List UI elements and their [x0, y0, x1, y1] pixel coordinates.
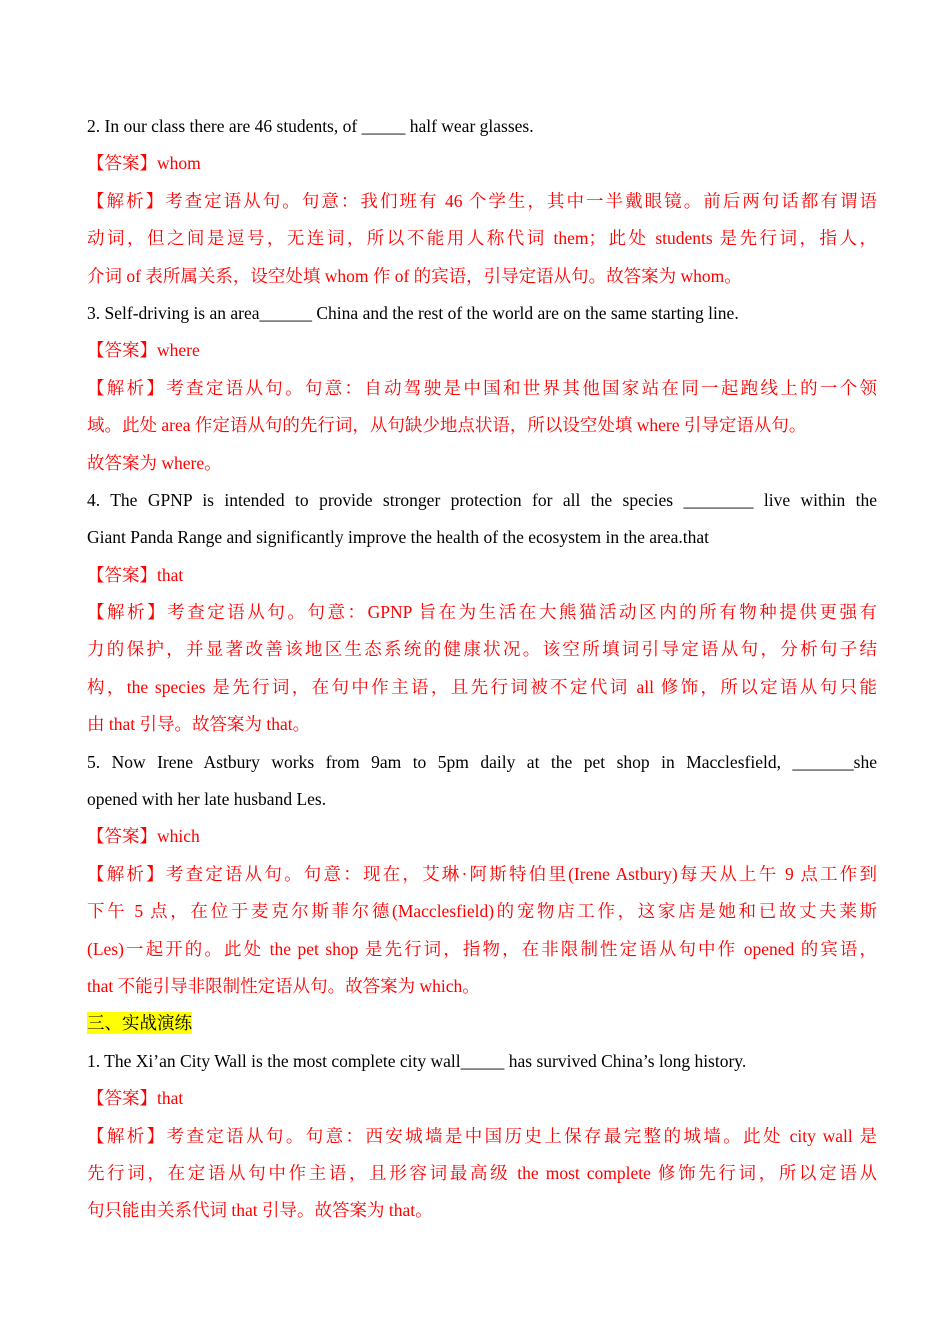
explanation-line: 力的保护，并显著改善该地区生态系统的健康状况。该空所填词引导定语从句，分析句子结: [87, 639, 877, 660]
explanation-line: 【解析】考查定语从句。句意：西安城墙是中国历史上保存最完整的城墙。此处 city wall 是: [87, 1125, 877, 1146]
explanation-line: 下午 5 点，在位于麦克尔斯菲尔德(Macclesfield)的宠物店工作，这家店是她和已故丈夫莱斯: [87, 901, 877, 922]
section-heading-text: 三、实战演练: [87, 1013, 192, 1034]
explanation-line: 域。此处 area 作定语从句的先行词，从句缺少地点状语，所以设空处填 where 引导定语从句。: [87, 415, 807, 436]
explanation-line: 先行词，在定语从句中作主语，且形容词最高级 the most complete 修饰先行词，所以定语从: [87, 1162, 877, 1183]
question-text: 4. The GPNP is intended to provide stronger protection for all the species ________ live within the: [87, 489, 877, 510]
question-block-4: [87, 482, 877, 744]
explanation-line: 构，the species 是先行词，在句中作主语，且先行词被不定代词 all 修饰，所以定语从句只能: [87, 676, 877, 697]
question-text: 2. In our class there are 46 students, of _____ half wear glasses.: [87, 116, 534, 136]
explanation-line: 故答案为 where。: [87, 452, 222, 473]
question-text: 3. Self-driving is an area______ China and the rest of the world are on the same starting line.: [87, 302, 739, 323]
explanation-line: 句只能由关系代词 that 引导。故答案为 that。: [87, 1200, 433, 1221]
answer-line: 【答案】where: [87, 340, 200, 361]
explanation-line: (Les)一起开的。此处 the pet shop 是先行词，指物，在非限制性定语从句中作 opened 的宾语，: [87, 938, 877, 959]
question-block-2: [87, 108, 877, 295]
explanation-line: 动词，但之间是逗号，无连词，所以不能用人称代词 them；此处 students 是先行词，指人，: [87, 228, 877, 249]
answer-line: 【答案】that: [87, 1088, 184, 1109]
question-block-5: [87, 744, 877, 1006]
explanation-line: 【解析】考查定语从句。句意：GPNP 旨在为生活在大熊猫活动区内的所有物种提供更强有: [87, 602, 877, 623]
question-text: 1. The Xi’an City Wall is the most complete city wall_____ has survived China’s long history.: [87, 1050, 747, 1071]
question-text: Giant Panda Range and significantly improve the health of the ecosystem in the area.that: [87, 527, 710, 548]
explanation-line: 【解析】考查定语从句。句意：现在，艾琳·阿斯特伯里(Irene Astbury)每天从上午 9 点工作到: [87, 863, 877, 884]
question-text: 5. Now Irene Astbury works from 9am to 5pm daily at the pet shop in Macclesfield, _______she: [87, 751, 877, 772]
practice-block-1: [87, 1043, 877, 1230]
explanation-line: 介词 of 表所属关系，设空处填 whom 作 of 的宾语，引导定语从句。故答案为 whom。: [87, 265, 742, 286]
answer-line: 【答案】which: [87, 826, 200, 847]
explanation-line: 由 that 引导。故答案为 that。: [87, 714, 311, 735]
answer-line: 【答案】whom: [87, 153, 201, 174]
explanation-line: 【解析】考查定语从句。句意：自动驾驶是中国和世界其他国家站在同一起跑线上的一个领: [87, 377, 877, 398]
explanation-line: that 不能引导非限制性定语从句。故答案为 which。: [87, 975, 480, 996]
document-page: [87, 108, 877, 1230]
answer-line: 【答案】that: [87, 564, 184, 585]
explanation-line: 【解析】考查定语从句。句意：我们班有 46 个学生，其中一半戴眼镜。前后两句话都有谓语: [87, 190, 877, 211]
section-heading: [87, 1005, 877, 1042]
question-block-3: [87, 295, 877, 482]
question-text: opened with her late husband Les.: [87, 789, 327, 810]
